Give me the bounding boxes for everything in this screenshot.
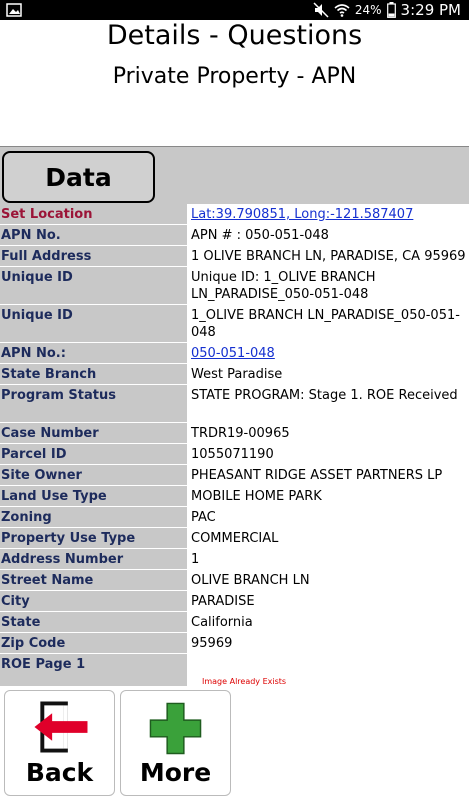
- row-label: Zip Code: [0, 633, 187, 653]
- table-row: [0, 444, 469, 465]
- row-label: Unique ID: [0, 267, 187, 304]
- row-value: [187, 343, 469, 363]
- page-subtitle: Private Property - APN: [112, 64, 357, 89]
- row-label: City: [0, 591, 187, 611]
- table-row: [0, 633, 469, 654]
- table-row: [0, 507, 469, 528]
- page-title: Details - Questions: [106, 20, 363, 51]
- row-value: COMMERCIAL: [187, 528, 469, 548]
- row-value: APN # : 050-051-048: [187, 225, 469, 245]
- row-label: State Branch: [0, 364, 187, 384]
- battery-icon: [387, 2, 396, 18]
- table-row: [0, 364, 469, 385]
- table-row: [0, 549, 469, 570]
- more-button[interactable]: [120, 690, 231, 796]
- row-value: PHEASANT RIDGE ASSET PARTNERS LP: [187, 465, 469, 485]
- row-value: 1_OLIVE BRANCH LN_PARADISE_050-051-048: [187, 305, 469, 342]
- table-row: [0, 423, 469, 444]
- details-table: [0, 204, 469, 686]
- row-value: STATE PROGRAM: Stage 1. ROE Received: [187, 385, 469, 422]
- table-row: [0, 591, 469, 612]
- row-label: ROE Page 1: [0, 654, 187, 686]
- status-bar: [0, 0, 469, 20]
- table-row: [0, 465, 469, 486]
- row-value: MOBILE HOME PARK: [187, 486, 469, 506]
- table-row: [0, 267, 469, 305]
- row-value: West Paradise: [187, 364, 469, 384]
- gallery-notification-icon: [6, 2, 22, 18]
- row-value: California: [187, 612, 469, 632]
- table-row: [0, 385, 469, 423]
- row-label: Address Number: [0, 549, 187, 569]
- row-label: Parcel ID: [0, 444, 187, 464]
- row-label: Set Location: [0, 204, 187, 224]
- row-label: Site Owner: [0, 465, 187, 485]
- table-row: [0, 246, 469, 267]
- table-row: [0, 528, 469, 549]
- table-row: [0, 486, 469, 507]
- row-value: TRDR19-00965: [187, 423, 469, 443]
- row-value: Unique ID: 1_OLIVE BRANCH LN_PARADISE_050-051-048: [187, 267, 469, 304]
- row-value: [187, 204, 469, 224]
- row-label: Land Use Type: [0, 486, 187, 506]
- row-label: Program Status: [0, 385, 187, 422]
- row-label: Full Address: [0, 246, 187, 266]
- mute-icon: [313, 2, 329, 18]
- more-label: More: [139, 758, 212, 787]
- row-value: OLIVE BRANCH LN: [187, 570, 469, 590]
- row-value: PARADISE: [187, 591, 469, 611]
- table-row: [0, 225, 469, 246]
- back-arrow-icon: [5, 697, 114, 757]
- row-value: 1 OLIVE BRANCH LN, PARADISE, CA 95969: [187, 246, 469, 266]
- row-label: Zoning: [0, 507, 187, 527]
- row-value: PAC: [187, 507, 469, 527]
- clock: 3:29 PM: [400, 1, 461, 19]
- back-button[interactable]: [4, 690, 115, 796]
- row-label: Case Number: [0, 423, 187, 443]
- row-label: Unique ID: [0, 305, 187, 342]
- row-value: 95969: [187, 633, 469, 653]
- apn-link[interactable]: 050-051-048: [191, 346, 275, 361]
- row-label: APN No.:: [0, 343, 187, 363]
- roe-image-thumbnail[interactable]: Image Already Exists: [187, 654, 469, 686]
- location-link[interactable]: Lat:39.790851, Long:-121.587407: [191, 207, 414, 222]
- row-label: Street Name: [0, 570, 187, 590]
- plus-icon: [121, 697, 230, 757]
- table-row: [0, 204, 469, 225]
- table-row: [0, 343, 469, 364]
- back-label: Back: [25, 758, 94, 787]
- row-label: Property Use Type: [0, 528, 187, 548]
- data-button[interactable]: Data: [2, 151, 155, 203]
- table-row: [0, 654, 469, 686]
- table-row: [0, 305, 469, 343]
- row-label: APN No.: [0, 225, 187, 245]
- row-value: 1: [187, 549, 469, 569]
- battery-percent: 24%: [354, 3, 382, 17]
- row-label: State: [0, 612, 187, 632]
- details-panel: [0, 146, 469, 686]
- table-row: [0, 570, 469, 591]
- row-value: 1055071190: [187, 444, 469, 464]
- table-row: [0, 612, 469, 633]
- wifi-icon: [334, 2, 350, 18]
